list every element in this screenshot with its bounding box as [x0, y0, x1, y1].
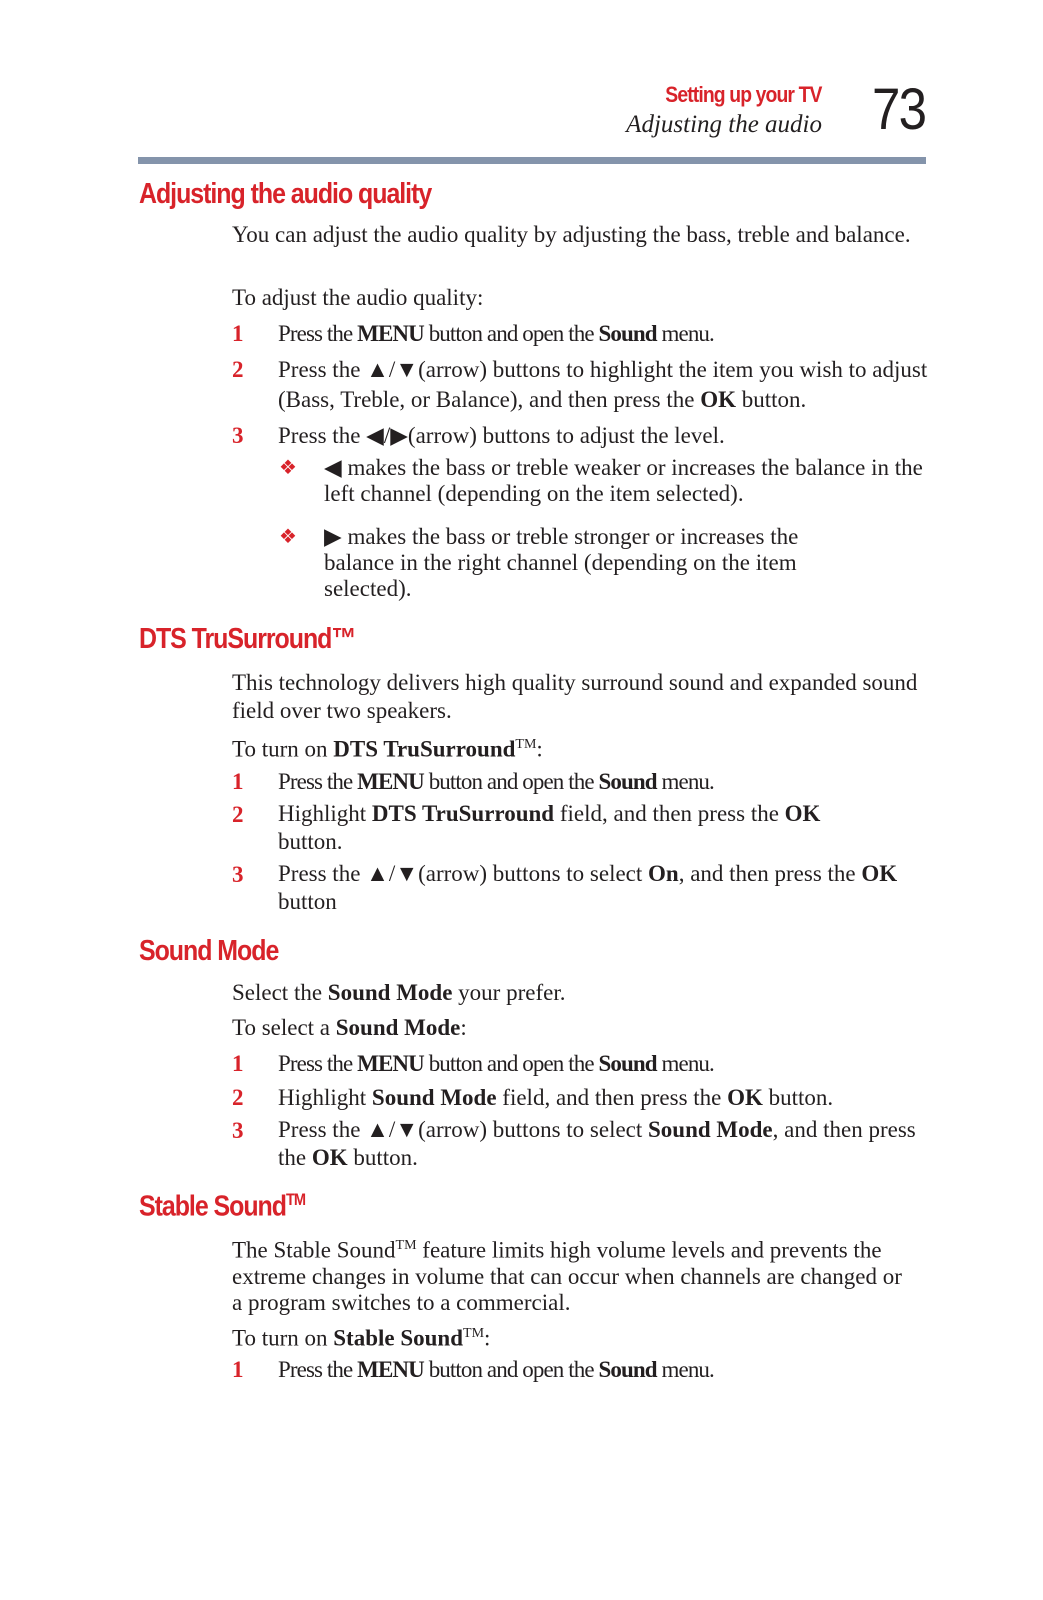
s1-step2-text: Press the ▲/▼(arrow) buttons to highlight the item you wish to adjust (Bass, Treble, or Balance), and then press the OK button.	[278, 357, 928, 412]
diamond-bullet-icon: ❖	[279, 457, 297, 479]
s2-step2-number: 2	[232, 802, 244, 827]
s3-step1-text: Press the MENU button and open the Sound menu.	[278, 1051, 714, 1076]
s3-step3-text: Press the ▲/▼(arrow) buttons to select Sound Mode, and then press the OK button.	[278, 1117, 916, 1170]
s3-step2-text: Highlight Sound Mode field, and then press the OK button.	[278, 1085, 834, 1110]
s1-lead: To adjust the audio quality:	[232, 285, 484, 310]
s4-step1-number: 1	[232, 1357, 244, 1382]
s2-intro: This technology delivers high quality surround sound and expanded sound field over two speakers.	[232, 670, 918, 723]
heading-adjusting-audio-quality: Adjusting the audio quality	[139, 178, 432, 210]
s2-step1-number: 1	[232, 769, 244, 794]
s4-step1-text: Press the MENU button and open the Sound menu.	[278, 1357, 714, 1382]
running-header-section: Setting up your TV	[665, 82, 822, 107]
heading-stable-sound: Stable Sound™	[139, 1190, 306, 1223]
heading-dts-trusurround: DTS TruSurround™	[139, 623, 356, 655]
running-header-subsection: Adjusting the audio	[626, 111, 822, 138]
s1-step1-text: Press the MENU button and open the Sound menu.	[278, 321, 714, 346]
s3-step3-number: 3	[232, 1118, 244, 1143]
page-number: 73	[872, 77, 926, 142]
s1-step3-text: Press the ◀/▶(arrow) buttons to adjust the level.	[278, 423, 725, 448]
s1-step2-number: 2	[232, 357, 244, 382]
s1-bullet2-text: ▶ makes the bass or treble stronger or increases the balance in the right channel (depending on the item selected).	[324, 524, 799, 601]
s3-intro: Select the Sound Mode your prefer.	[232, 980, 566, 1005]
s2-step3-number: 3	[232, 862, 244, 887]
s3-step1-number: 1	[232, 1051, 244, 1076]
s1-intro: You can adjust the audio quality by adjusting the bass, treble and balance.	[232, 222, 911, 247]
s3-lead: To select a Sound Mode:	[232, 1015, 467, 1040]
s2-lead: To turn on DTS TruSurround™:	[232, 736, 543, 762]
s1-step1-number: 1	[232, 321, 244, 346]
s4-lead: To turn on Stable Sound™:	[232, 1325, 491, 1351]
s2-step3-text: Press the ▲/▼(arrow) buttons to select On, and then press the OK button	[278, 861, 898, 914]
heading-sound-mode: Sound Mode	[139, 935, 279, 967]
s1-bullet1-text: ◀ makes the bass or treble weaker or increases the balance in the left channel (depending on the item selected).	[324, 455, 923, 506]
s1-step3-number: 3	[232, 423, 244, 448]
s4-intro: The Stable Sound™ feature limits high volume levels and prevents the extreme changes in volume that can occur when channels are changed or a program switches to a commercial.	[232, 1237, 902, 1315]
diamond-bullet-icon: ❖	[279, 526, 297, 548]
s2-step1-text: Press the MENU button and open the Sound menu.	[278, 769, 714, 794]
s2-step2-text: Highlight DTS TruSurround field, and then press the OK button.	[278, 801, 821, 854]
s3-step2-number: 2	[232, 1085, 244, 1110]
header-rule	[138, 157, 926, 164]
